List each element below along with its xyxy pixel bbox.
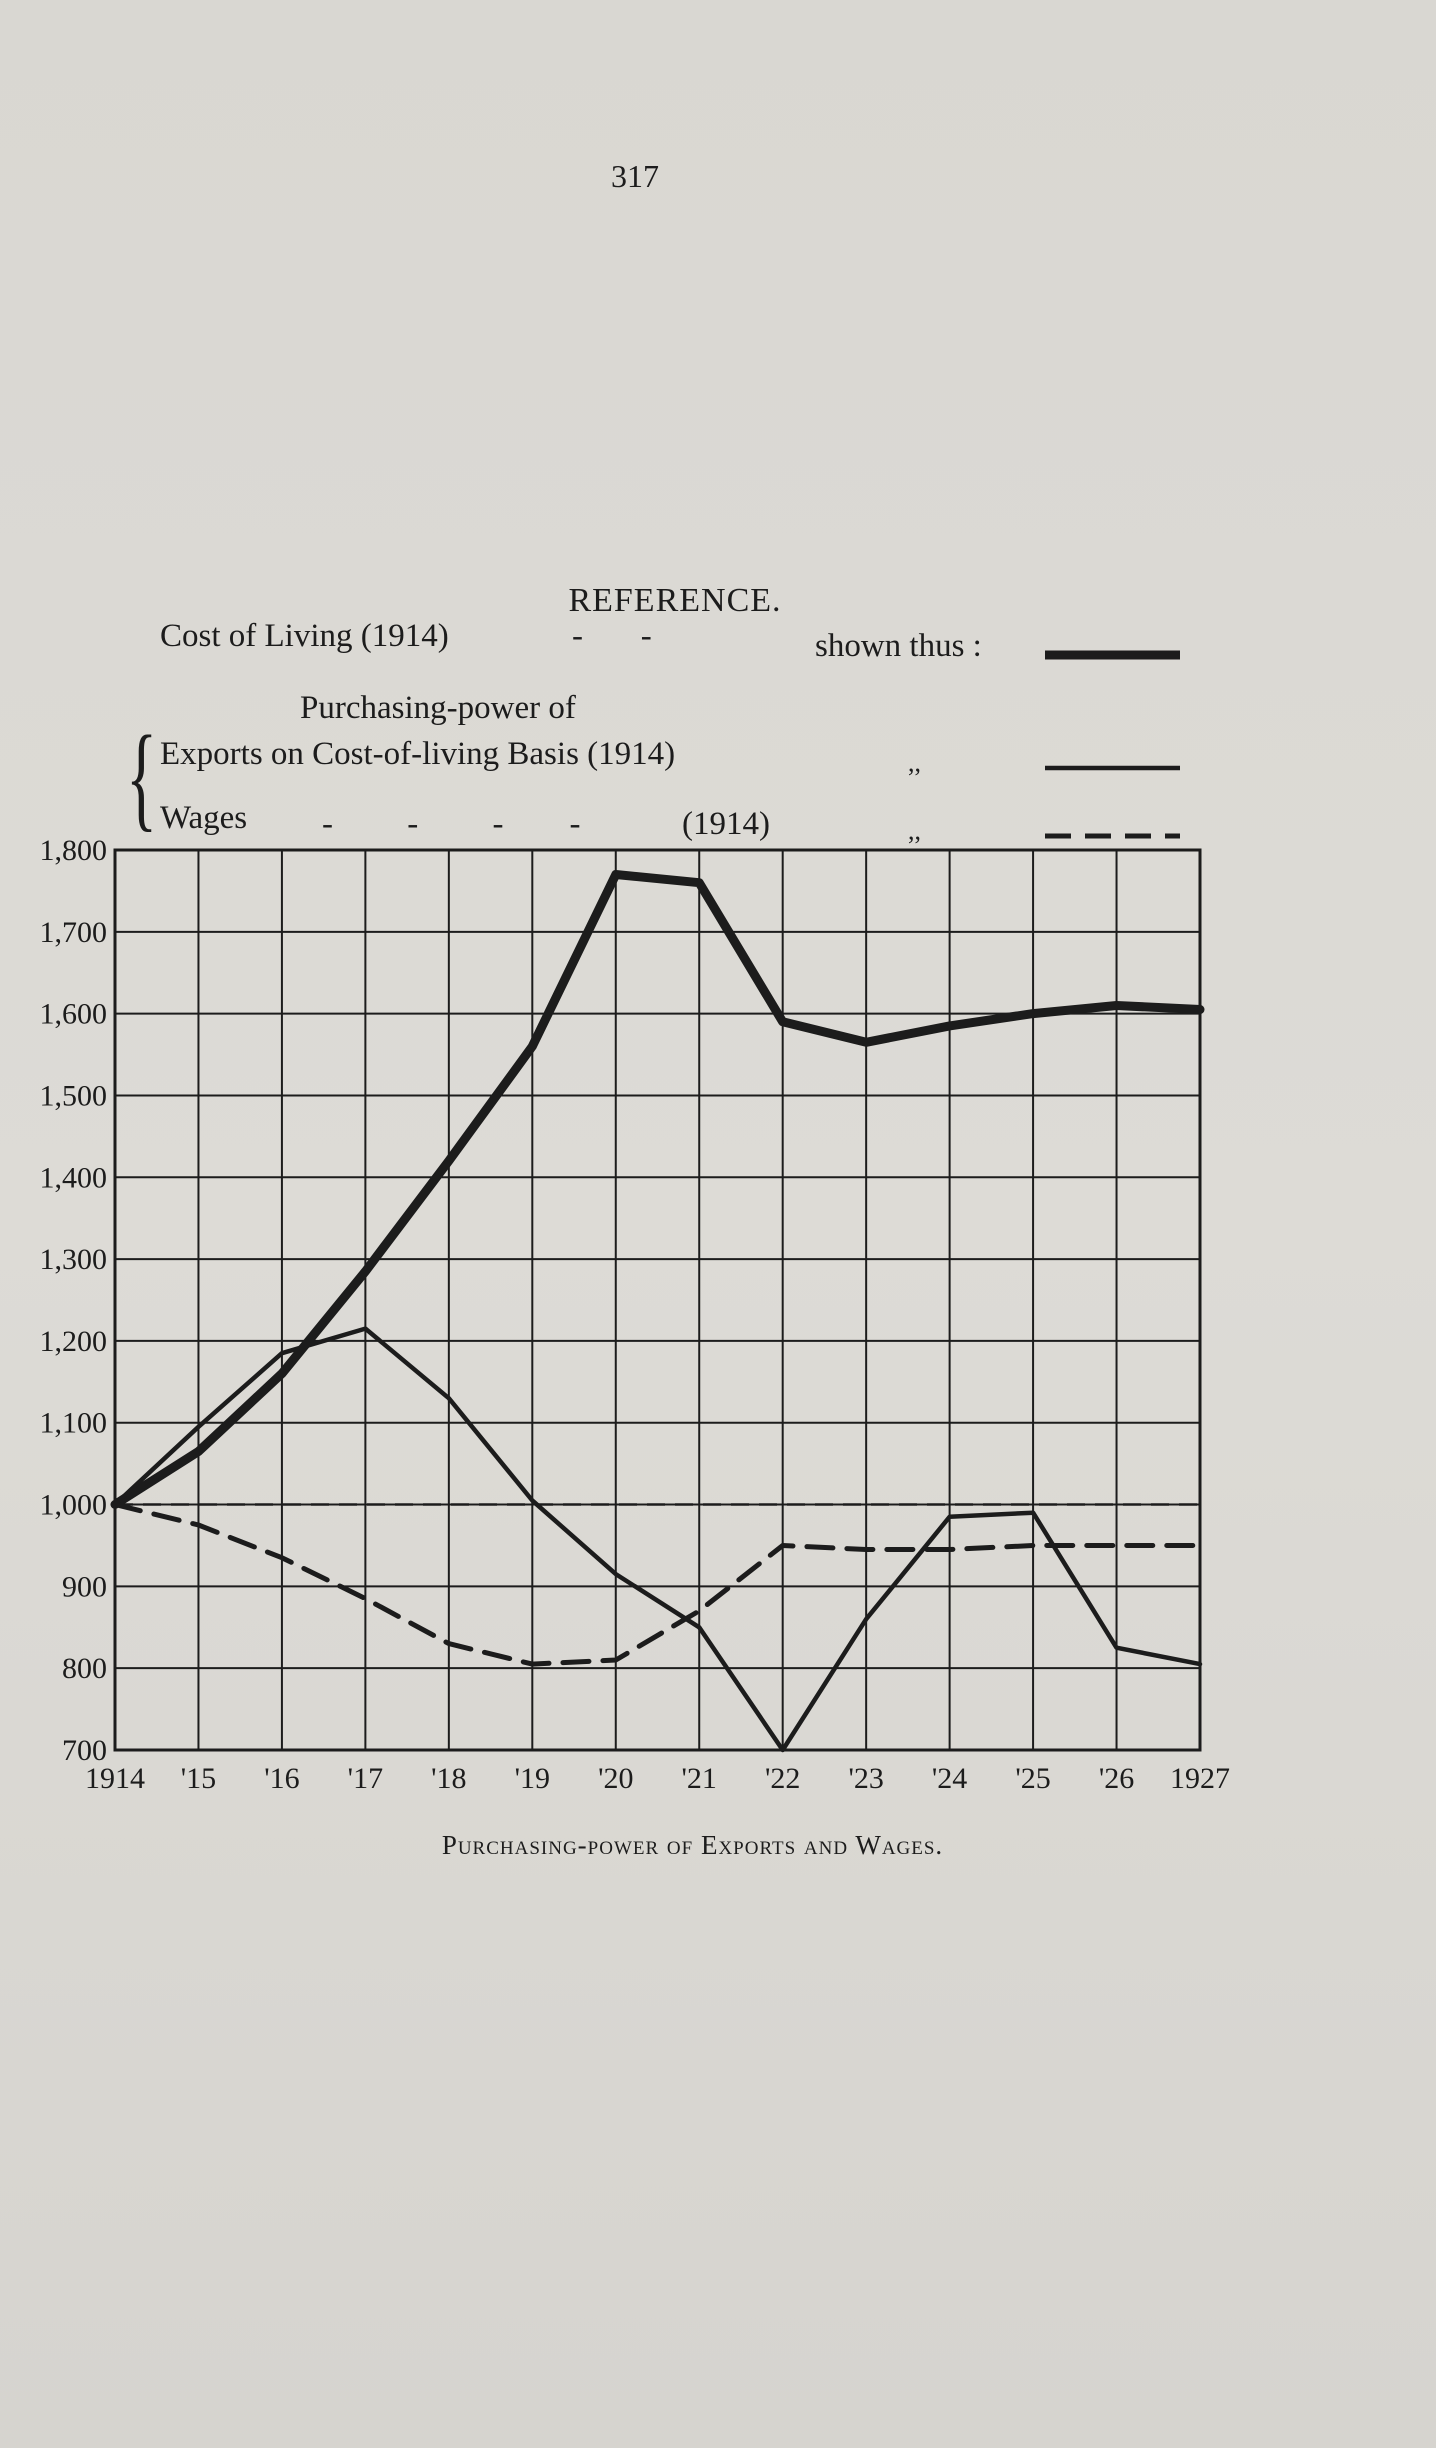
y-tick-label: 1,200 <box>39 1324 107 1358</box>
chart-caption: Purchasing-power of Exports and Wages. <box>441 1830 944 1860</box>
series-line-solid <box>115 1329 1200 1750</box>
chart-series <box>115 874 1200 1750</box>
chart-grid <box>115 850 1200 1750</box>
x-tick-label: '24 <box>931 1762 968 1795</box>
series-line-heavy <box>115 875 1200 1505</box>
legend-cost-dashes: - - <box>572 618 652 654</box>
x-tick-label: '19 <box>514 1762 551 1795</box>
legend-ditto-wages: ,, <box>908 816 921 845</box>
y-tick-label: 1,300 <box>39 1243 107 1277</box>
y-tick-label: 1,600 <box>39 997 107 1031</box>
x-tick-label: '26 <box>1098 1762 1135 1795</box>
y-tick-label: 1,400 <box>39 1161 107 1195</box>
y-tick-label: 1,800 <box>39 834 107 867</box>
x-tick-label: '21 <box>681 1762 717 1795</box>
legend-shown-thus: shown thus : <box>815 628 982 664</box>
legend-wages-year: (1914) <box>682 806 770 842</box>
x-tick-label: '16 <box>264 1762 300 1795</box>
legend-wages-dashes: - - - - <box>322 806 581 842</box>
x-tick-label: 1927 <box>1170 1762 1230 1795</box>
x-tick-label: '18 <box>431 1762 467 1795</box>
y-tick-label: 800 <box>62 1652 107 1686</box>
x-axis-ticks <box>85 1762 1230 1795</box>
y-tick-label: 1,000 <box>39 1488 107 1522</box>
legend-exports-label: Exports on Cost-of-living Basis (1914) <box>160 736 676 772</box>
x-tick-label: 1914 <box>85 1762 145 1795</box>
x-tick-label: '15 <box>180 1762 217 1795</box>
x-tick-label: '22 <box>764 1762 801 1795</box>
series-line-dashed <box>115 1505 1200 1665</box>
x-tick-label: '20 <box>598 1762 634 1795</box>
y-tick-label: 1,100 <box>39 1406 107 1440</box>
reference-title: REFERENCE. <box>568 582 782 619</box>
y-axis-ticks <box>40 834 108 1767</box>
x-tick-label: '25 <box>1015 1762 1051 1795</box>
y-tick-label: 700 <box>62 1734 107 1767</box>
page-number: 317 <box>611 158 659 194</box>
x-tick-label: '23 <box>848 1762 884 1795</box>
y-tick-label: 900 <box>62 1570 107 1604</box>
legend-purchasing-label: Purchasing-power of <box>300 690 576 726</box>
plot-frame <box>115 850 1200 1750</box>
legend-wages-label: Wages <box>160 800 248 836</box>
legend-cost-label: Cost of Living (1914) <box>160 618 449 654</box>
legend-samples <box>1045 655 1180 836</box>
legend-ditto-exports: ,, <box>908 748 921 777</box>
y-tick-label: 1,700 <box>39 915 107 949</box>
y-tick-label: 1,500 <box>39 1079 107 1113</box>
legend-brace: { <box>126 711 158 842</box>
x-tick-label: '17 <box>347 1762 384 1795</box>
